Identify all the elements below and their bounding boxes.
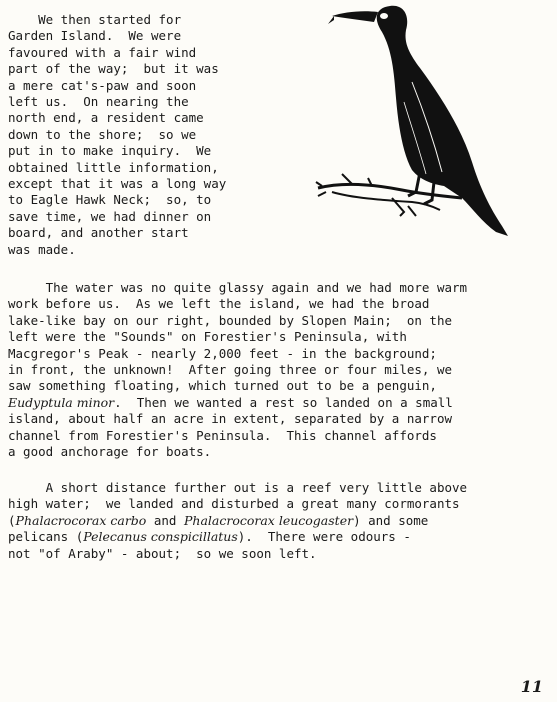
cormorant-eye-patch — [380, 13, 388, 19]
text-line: Garden Island. We were — [8, 28, 182, 44]
text-line: save time, we had dinner on — [8, 208, 212, 224]
text-line: was made. — [8, 241, 76, 257]
text-line: A short distance further out is a reef very little above — [8, 480, 468, 495]
text-fragment: ). There were odours - — [237, 529, 411, 545]
paragraph-garden-island — [8, 12, 258, 258]
text-line: in front, the unknown! After going three or four miles, we — [8, 362, 453, 378]
text-line: down to the shore; so we — [8, 126, 197, 142]
text-line: to Eagle Hawk Neck; so, to — [8, 192, 212, 208]
paragraph-reef — [8, 480, 548, 562]
page-number: 11 — [520, 677, 543, 696]
beak-hook — [328, 16, 334, 24]
text-line: obtained little information, — [8, 159, 219, 175]
text-line: put in to make inquiry. We — [8, 143, 212, 159]
text-line: The water was no quite glassy again and we had more warm — [8, 280, 468, 295]
text-line: except that it was a long way — [8, 176, 227, 192]
text-line: work before us. As we left the island, we had the broad — [8, 296, 430, 312]
branch — [318, 184, 462, 198]
text-line: a good anchorage for boats. — [8, 444, 212, 460]
paragraph-glassy-water — [8, 280, 548, 460]
text-fragment: ( — [8, 512, 16, 528]
text-line: left were the "Sounds" on Forestier's Peninsula, with — [8, 329, 407, 345]
text-line: north end, a resident came — [8, 110, 204, 126]
scientific-name-cormorant: Phalacrocorax leucogaster — [183, 512, 354, 528]
scientific-name-cormorant: Phalacrocorax carbo — [15, 512, 147, 528]
text-fragment: ) and some — [353, 512, 429, 528]
scientific-name-penguin: Eudyptula minor — [8, 394, 115, 410]
text-line: channel from Forestier's Peninsula. This channel affords — [8, 427, 437, 443]
cormorant-illustration — [312, 2, 532, 240]
text-line: left us. On nearing the — [8, 94, 189, 110]
text-line: . Then we wanted a rest so landed on a small — [114, 394, 453, 410]
text-fragment: pelicans ( — [8, 529, 84, 545]
branch-twig — [342, 174, 416, 216]
text-line: favoured with a fair wind — [8, 44, 197, 60]
text-line: a mere cat's-paw and soon — [8, 77, 197, 93]
text-line: Macgregor's Peak - nearly 2,000 feet - in the background; — [8, 345, 437, 361]
text-line: part of the way; but it was — [8, 61, 219, 77]
scientific-name-pelican: Pelecanus conspicillatus — [83, 529, 238, 545]
cormorant-beak — [332, 11, 378, 22]
text-line: not "of Araby" - about; so we soon left. — [8, 545, 317, 561]
text-line: We then started for — [8, 12, 182, 27]
text-line: island, about half an acre in extent, separated by a narrow — [8, 411, 453, 427]
text-line: high water; we landed and disturbed a great many cormorants — [8, 496, 460, 512]
text-line: board, and another start — [8, 225, 189, 241]
text-fragment: and — [146, 512, 184, 528]
text-line: saw something floating, which turned out to be a penguin, — [8, 378, 437, 394]
text-line: lake-like bay on our right, bounded by Slopen Main; on the — [8, 312, 453, 328]
branch-twig — [316, 182, 326, 196]
